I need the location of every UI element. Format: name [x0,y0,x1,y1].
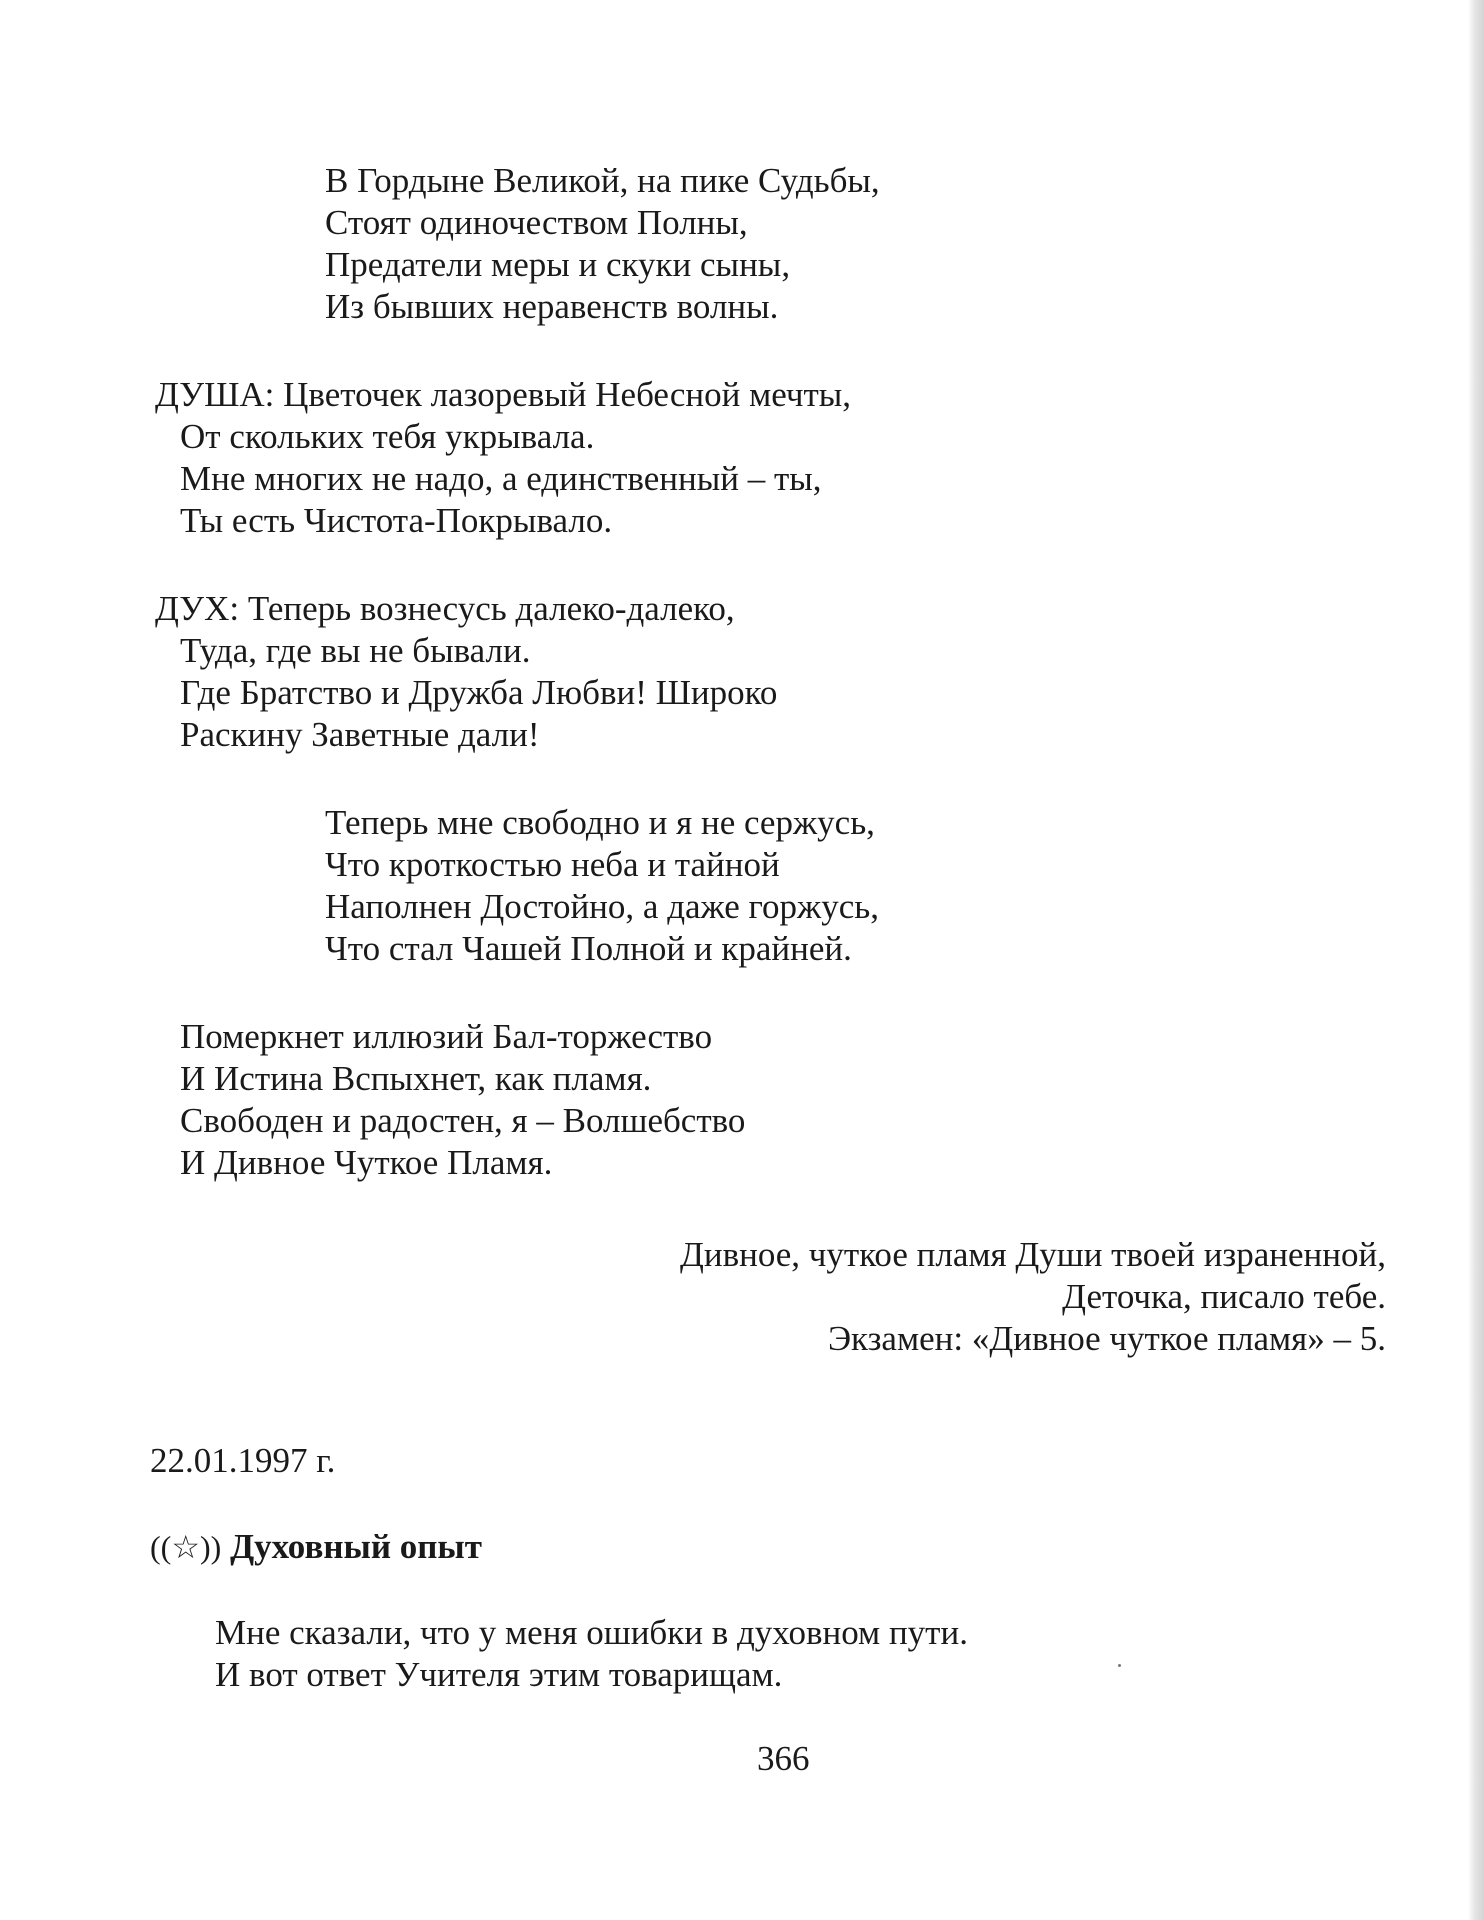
poem-line: И Дивное Чуткое Пламя. [180,1143,553,1182]
poem-line: Из бывших неравенств волны. [325,287,779,326]
section-title: Духовный опыт [230,1527,482,1566]
entry-date: 22.01.1997 г. [150,1441,336,1480]
poem-line: ДУХ: Теперь вознесусь далеко-далеко, [155,589,735,628]
poem-line: Где Братство и Дружба Любви! Широко [180,673,778,712]
poem-line: Теперь мне свободно и я не сержусь, [325,803,875,842]
poem-line: Мне многих не надо, а единственный – ты, [180,459,822,498]
star-icon: ((☆)) [150,1529,222,1565]
poem-line: Раскину Заветные дали! [180,715,540,754]
closing-line: Дивное, чуткое пламя Души твоей израненной, [679,1235,1386,1274]
prose-line: Мне сказали, что у меня ошибки в духовном пути. [215,1613,968,1652]
poem-line: Что кроткостью неба и тайной [325,845,780,884]
poem-line: В Гордыне Великой, на пике Судьбы, [325,161,880,200]
poem-line: Ты есть Чистота-Покрывало. [180,501,613,540]
poem-line: От скольких тебя укрывала. [180,417,595,456]
section-heading [150,1526,482,1568]
poem-line: Свободен и радостен, я – Волшебство [180,1101,746,1140]
page-edge-shadow [1468,0,1484,1920]
poem-line: Наполнен Достойно, а даже горжусь, [325,887,879,926]
poem-line: Померкнет иллюзий Бал-торжество [180,1017,713,1056]
poem-line: Предатели меры и скуки сыны, [325,245,791,284]
poem-line: Что стал Чашей Полной и крайней. [325,929,852,968]
poem-line: ДУША: Цветочек лазоревый Небесной мечты, [155,375,852,414]
poem-line: Туда, где вы не бывали. [180,631,531,670]
poem-line: Стоят одиночеством Полны, [325,203,748,242]
prose-line: И вот ответ Учителя этим товарищам. [215,1655,783,1694]
poem-line: И Истина Вспыхнет, как пламя. [180,1059,652,1098]
scan-speck [1118,1664,1121,1667]
closing-line: Экзамен: «Дивное чуткое пламя» – 5. [827,1319,1386,1358]
page-number: 366 [757,1739,810,1778]
closing-line: Деточка, писало тебе. [1062,1277,1386,1316]
